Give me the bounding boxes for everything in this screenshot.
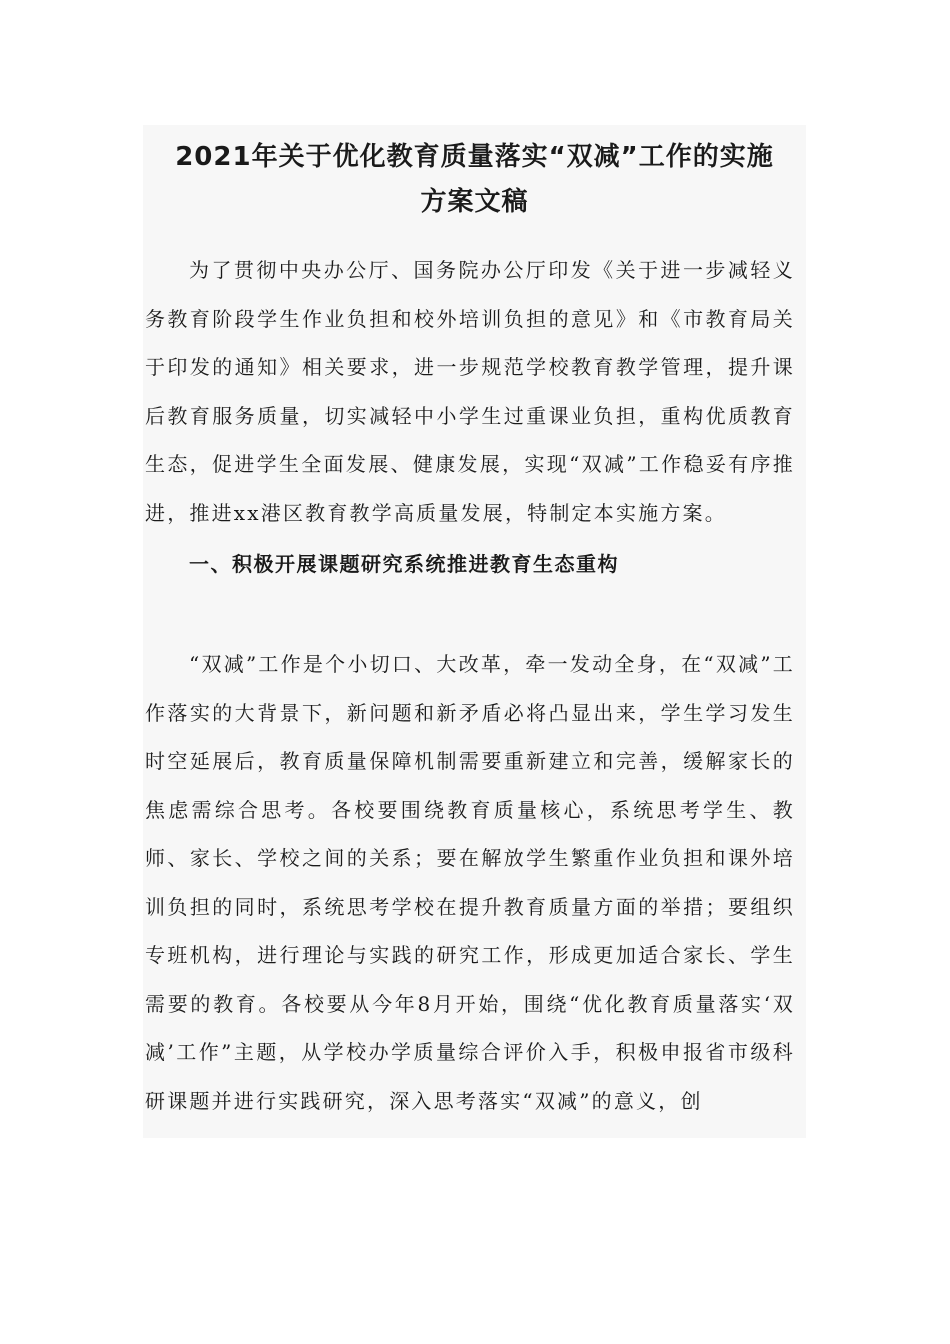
intro-paragraph: 为了贯彻中央办公厅、国务院办公厅印发《关于进一步减轻义务教育阶段学生作业负担和校外培训负担的意见》和《市教育局关于印发的通知》相关要求，进一步规范学校教育教学管理，提升课后教育服务质量，切实减轻中小学生过重课业负担，重构优质教育生态，促进学生全面发展、健康发展，实现“双减”工作稳妥有序推进，推进xx港区教育教学高质量发展，特制定本实施方案。: [145, 258, 795, 525]
section-1-paragraph: “双减”工作是个小切口、大改革，牵一发动全身，在“双减”工作落实的大背景下，新问题和新矛盾必将凸显出来，学生学习发生时空延展后，教育质量保障机制需要重新建立和完善，缓解家长的焦虑需综合思考。各校要围绕教育质量核心，系统思考学生、教师、家长、学校之间的关系；要在解放学生繁重作业负担和课外培训负担的同时，系统思考学校在提升教育质量方面的举措；要组织专班机构，进行理论与实践的研究工作，形成更加适合家长、学生需要的教育。各校要从今年8月开始，围绕“优化教育质量落实‘双减’工作”主题，从学校办学质量综合评价入手，积极申报省市级科研课题并进行实践研究，深入思考落实“双减”的意义，创: [145, 652, 795, 1113]
document-title-line-2: 方案文稿: [420, 187, 529, 217]
document-title-line-1: 2021年关于优化教育质量落实“双减”工作的实施: [175, 142, 774, 172]
section-1-heading: 一、积极开展课题研究系统推进教育生态重构: [189, 552, 619, 576]
